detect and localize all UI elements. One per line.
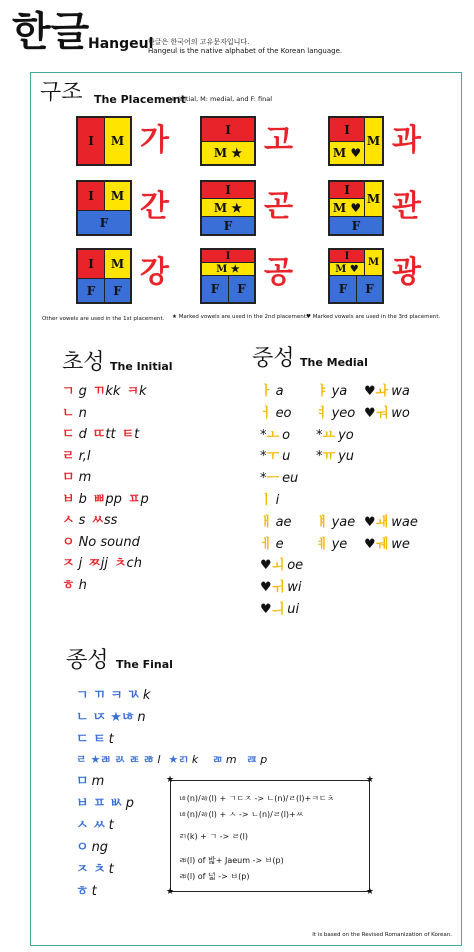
cell-initial: I bbox=[77, 249, 105, 279]
final-romanization: n bbox=[137, 710, 146, 725]
example-syllable: 과 bbox=[392, 123, 421, 158]
final-rule: ㄼ(l) of 밟+ Jaeum -> ㅂ(p) bbox=[179, 856, 284, 865]
placement-key: I: initial, M: medial, and F: final bbox=[172, 95, 273, 103]
initial-romanization: s bbox=[78, 513, 86, 528]
medial-romanization: wi bbox=[287, 580, 302, 596]
final-jamo: ㅅ ㅆ bbox=[76, 818, 106, 833]
initial-row bbox=[62, 578, 87, 594]
initial-romanization: j bbox=[78, 556, 83, 571]
cell-medial: M ★ bbox=[201, 262, 255, 276]
medial-jamo: ㅒ bbox=[316, 514, 329, 530]
final-jamo: ㄹ ★ㄼ ㄽ ㄾ ㅀ bbox=[76, 753, 155, 766]
cell-final: F bbox=[228, 275, 255, 303]
initial-row bbox=[62, 492, 149, 508]
initial-romanization: tt bbox=[105, 427, 116, 442]
initial-jamo: ㅈ bbox=[62, 556, 75, 571]
initial-jamo: ㅋ bbox=[126, 384, 140, 399]
initial-row bbox=[62, 535, 140, 551]
placement-mark: ♥ bbox=[364, 536, 376, 552]
medial-cell bbox=[316, 384, 347, 400]
block-i-m-m-f bbox=[328, 180, 384, 236]
initial-romanization: t bbox=[134, 427, 140, 442]
final-romanization: p bbox=[260, 753, 268, 766]
medial-cell bbox=[260, 515, 292, 531]
star-mark: ★ bbox=[166, 887, 175, 897]
placement-mark: ♥ bbox=[260, 580, 272, 596]
medial-jamo: ㅕ bbox=[316, 405, 329, 421]
medial-romanization: ya bbox=[331, 384, 348, 399]
footer-note: It is based on the Revised Romanization of Korean. bbox=[312, 932, 452, 938]
block-im-ff bbox=[76, 248, 132, 304]
medial-jamo: ㅡ bbox=[266, 471, 280, 487]
initial-romanization: d bbox=[78, 427, 87, 442]
medial-jamo: ㅢ bbox=[271, 602, 285, 617]
cell-medial: M bbox=[104, 181, 131, 211]
medial-cell bbox=[316, 406, 355, 422]
placement-title-korean: 구조 bbox=[40, 80, 83, 105]
cell-medial: M bbox=[104, 117, 131, 165]
example-syllable: 가 bbox=[140, 123, 169, 158]
final-title-english: The Final bbox=[116, 658, 173, 671]
initial-jamo: ㅆ bbox=[91, 513, 104, 528]
star-mark: ★ bbox=[365, 887, 374, 897]
placement-mark: ♥ bbox=[364, 384, 376, 399]
initial-jamo: ㅅ bbox=[62, 513, 75, 528]
final-romanization: ng bbox=[91, 840, 109, 855]
cell-medial: M bbox=[364, 249, 383, 276]
medial-romanization: ui bbox=[287, 602, 300, 617]
final-jamo: ㅂ ㅍ ㅄ bbox=[76, 796, 123, 811]
final-row bbox=[76, 732, 114, 748]
example-syllable: 고 bbox=[264, 123, 293, 158]
initial-jamo: ㄲ bbox=[92, 384, 106, 399]
initial-row bbox=[62, 406, 87, 422]
cell-final: F bbox=[329, 216, 383, 235]
final-jamo: ㅎ bbox=[76, 884, 89, 899]
medial-jamo: ㅐ bbox=[260, 514, 273, 530]
cell-medial: M ♥ bbox=[329, 198, 365, 217]
initial-romanization: pp bbox=[105, 491, 122, 507]
initial-romanization: g bbox=[78, 384, 87, 399]
initial-romanization: No sound bbox=[78, 534, 140, 550]
block-im bbox=[76, 116, 132, 166]
example-syllable: 간 bbox=[140, 189, 169, 224]
medial-jamo: ㅓ bbox=[260, 405, 273, 421]
cell-final: F bbox=[77, 278, 105, 303]
placement-mark: * bbox=[316, 449, 323, 465]
medial-romanization: ye bbox=[331, 536, 348, 552]
cell-medial: M bbox=[104, 249, 131, 279]
final-romanization: t bbox=[91, 884, 97, 899]
medial-romanization: oe bbox=[287, 558, 304, 574]
final-jamo: ㄷ ㅌ bbox=[76, 732, 106, 747]
block-i-m-ff bbox=[200, 248, 256, 304]
subtitle-korean: 한글은 한국어의 고유문자입니다. bbox=[148, 38, 250, 46]
initial-romanization: kk bbox=[105, 384, 121, 399]
medial-jamo: ㅚ bbox=[271, 558, 285, 574]
medial-romanization: eo bbox=[275, 405, 292, 421]
final-romanization: t bbox=[108, 818, 114, 833]
legend-third-placement: ♥ Marked vowels are used in the 3rd placement. bbox=[306, 314, 441, 320]
placement-mark: ♥ bbox=[364, 514, 376, 530]
star-mark: ★ bbox=[365, 775, 374, 785]
final-jamo: ㄿ bbox=[246, 753, 258, 766]
medial-romanization: o bbox=[282, 427, 291, 443]
placement-mark: ♥ bbox=[260, 602, 272, 617]
block-i-m-m-ff bbox=[328, 248, 384, 304]
medial-jamo: ㅘ bbox=[375, 384, 389, 399]
final-row bbox=[76, 884, 97, 900]
initial-row bbox=[62, 384, 147, 400]
cell-initial: I bbox=[77, 117, 105, 165]
initial-title-english: The Initial bbox=[110, 360, 173, 373]
medial-romanization: eu bbox=[282, 471, 299, 487]
cell-initial: I bbox=[201, 117, 255, 142]
example-syllable: 강 bbox=[140, 255, 169, 290]
initial-jamo: ㅃ bbox=[92, 491, 106, 507]
final-row bbox=[76, 840, 108, 856]
final-romanization: t bbox=[108, 732, 114, 747]
medial-jamo: ㅟ bbox=[271, 580, 285, 596]
initial-jamo: ㅁ bbox=[62, 470, 75, 485]
block-i-over-m bbox=[200, 116, 256, 166]
medial-title-korean: 중성 bbox=[252, 346, 295, 371]
block-im-f bbox=[76, 180, 132, 236]
placement-title-english: The Placement bbox=[94, 93, 186, 106]
final-jamo: ㅁ bbox=[76, 774, 89, 789]
cell-initial: I bbox=[329, 249, 365, 263]
medial-cell bbox=[260, 406, 292, 422]
star-mark: ★ bbox=[166, 775, 175, 785]
final-jamo: ㄴ ㄵ ★ㄶ bbox=[76, 710, 135, 725]
final-romanization: m bbox=[91, 774, 105, 789]
medial-jamo: ㅝ bbox=[375, 405, 389, 421]
initial-romanization: m bbox=[78, 470, 92, 485]
initial-romanization: ch bbox=[126, 556, 142, 571]
initial-romanization: n bbox=[78, 405, 87, 421]
medial-cell bbox=[260, 537, 284, 553]
medial-cell bbox=[260, 580, 301, 596]
medial-jamo: ㅠ bbox=[322, 449, 336, 465]
final-rules-box bbox=[166, 775, 374, 897]
cell-medial: M ★ bbox=[201, 141, 255, 165]
initial-title-korean: 초성 bbox=[62, 350, 105, 375]
initial-jamo: ㄴ bbox=[62, 405, 75, 421]
initial-jamo: ㅍ bbox=[127, 491, 141, 507]
final-row bbox=[76, 862, 114, 878]
cell-final: F bbox=[201, 275, 229, 303]
block-i-m-m bbox=[328, 116, 384, 166]
cell-final: F bbox=[329, 275, 357, 303]
medial-cell bbox=[260, 449, 290, 465]
cell-final: F bbox=[77, 210, 131, 235]
medial-romanization: yeo bbox=[331, 405, 356, 421]
final-row bbox=[76, 710, 146, 726]
example-syllable: 곤 bbox=[264, 189, 293, 224]
cell-initial: I bbox=[77, 181, 105, 211]
placement-mark: * bbox=[260, 449, 267, 465]
medial-cell bbox=[260, 493, 279, 509]
page-title-korean: 한글 bbox=[12, 9, 90, 55]
medial-jamo: ㅜ bbox=[266, 449, 280, 465]
medial-jamo: ㅔ bbox=[260, 536, 273, 552]
placement-mark: * bbox=[260, 471, 267, 487]
initial-romanization: k bbox=[139, 384, 147, 399]
initial-romanization: jj bbox=[100, 556, 108, 571]
medial-romanization: yu bbox=[338, 449, 354, 465]
initial-jamo: ㄸ bbox=[92, 427, 106, 442]
medial-romanization: a bbox=[275, 384, 284, 399]
medial-jamo: ㅛ bbox=[322, 427, 336, 443]
medial-cell bbox=[364, 537, 410, 553]
initial-row bbox=[62, 470, 91, 486]
initial-jamo: ㅇ bbox=[62, 534, 75, 550]
example-syllable: 관 bbox=[392, 189, 421, 224]
placement-mark: * bbox=[260, 427, 267, 443]
initial-row bbox=[62, 449, 90, 465]
initial-jamo: ㄱ bbox=[62, 384, 75, 399]
initial-jamo: ㅊ bbox=[113, 556, 127, 571]
cell-medial: M ♥ bbox=[329, 141, 365, 165]
medial-cell bbox=[316, 515, 355, 531]
medial-cell bbox=[364, 384, 410, 400]
medial-jamo: ㅖ bbox=[316, 536, 329, 552]
initial-romanization: ss bbox=[103, 513, 118, 528]
final-romanization: m bbox=[225, 753, 237, 766]
legend-second-text: Marked vowels are used in the 2nd placement. bbox=[178, 314, 308, 320]
final-romanization: k bbox=[142, 688, 151, 703]
medial-romanization: u bbox=[282, 449, 291, 465]
cell-medial: M ★ bbox=[201, 198, 255, 217]
cell-initial: I bbox=[329, 117, 365, 142]
legend-second-placement: ★ Marked vowels are used in the 2nd placement. bbox=[172, 314, 308, 320]
placement-mark: ♥ bbox=[364, 405, 376, 421]
initial-romanization: p bbox=[140, 491, 149, 507]
page-title-english: Hangeul bbox=[88, 36, 154, 52]
final-jamo: ㅇ bbox=[76, 840, 89, 855]
final-title-korean: 종성 bbox=[66, 648, 109, 673]
cell-medial: M ♥ bbox=[329, 262, 365, 276]
medial-cell bbox=[364, 406, 410, 422]
initial-jamo: ㅎ bbox=[62, 577, 75, 593]
final-romanization: k bbox=[191, 753, 199, 766]
initial-jamo: ㄷ bbox=[62, 427, 75, 442]
medial-romanization: e bbox=[275, 536, 284, 552]
medial-jamo: ㅗ bbox=[266, 427, 280, 443]
cell-medial: M bbox=[364, 181, 383, 217]
placement-mark: * bbox=[316, 427, 323, 443]
medial-cell bbox=[260, 602, 299, 618]
medial-romanization: i bbox=[275, 493, 280, 508]
medial-jamo: ㅑ bbox=[316, 384, 329, 399]
placement-mark: ♥ bbox=[260, 558, 272, 574]
final-romanization: t bbox=[108, 862, 114, 877]
final-rule: ㄶ(n)/ㅀ(l) + ㄱㄷㅈ -> ㄴ(n)/ㄹ(l)+ㅋㄷㅊ bbox=[179, 794, 335, 803]
initial-romanization: b bbox=[78, 491, 87, 507]
medial-cell bbox=[260, 471, 298, 487]
final-row bbox=[76, 774, 104, 790]
initial-jamo: ㅉ bbox=[88, 556, 101, 571]
medial-cell bbox=[364, 515, 418, 531]
medial-cell bbox=[316, 428, 354, 444]
initial-jamo: ㅂ bbox=[62, 491, 75, 507]
final-rule: ㄼ(l) of 넓 -> ㅂ(p) bbox=[179, 872, 250, 881]
cell-initial: I bbox=[201, 181, 255, 199]
initial-row bbox=[62, 427, 139, 443]
example-syllable: 공 bbox=[264, 255, 293, 290]
final-romanization: p bbox=[125, 796, 134, 811]
final-row bbox=[76, 688, 150, 704]
block-i-m-f bbox=[200, 180, 256, 236]
legend-third-text: Marked vowels are used in the 3rd placement. bbox=[312, 314, 441, 320]
cell-initial: I bbox=[329, 181, 365, 199]
cell-final: F bbox=[104, 278, 131, 303]
final-jamo: ★ㄺ bbox=[168, 753, 189, 766]
cell-medial: M bbox=[364, 117, 383, 165]
medial-jamo: ㅞ bbox=[375, 536, 389, 552]
cell-initial: I bbox=[201, 249, 255, 263]
medial-cell bbox=[316, 449, 354, 465]
medial-jamo: ㅙ bbox=[375, 514, 389, 530]
medial-romanization: yo bbox=[338, 427, 354, 443]
medial-romanization: wo bbox=[391, 405, 410, 421]
medial-romanization: wae bbox=[391, 514, 418, 530]
initial-row bbox=[62, 513, 117, 529]
legend-first-placement: Other vowels are used in the 1st placement. bbox=[42, 316, 165, 322]
medial-cell bbox=[260, 428, 290, 444]
final-jamo: ㄻ bbox=[212, 753, 223, 766]
medial-romanization: ae bbox=[275, 514, 292, 530]
medial-cell bbox=[260, 384, 284, 400]
final-romanization: l bbox=[157, 753, 161, 766]
subtitle-english: Hangeul is the native alphabet of the Korean language. bbox=[148, 47, 343, 55]
medial-romanization: we bbox=[391, 536, 410, 552]
final-row bbox=[76, 818, 114, 834]
initial-jamo: ㅌ bbox=[121, 427, 135, 442]
initial-jamo: ㄹ bbox=[62, 448, 75, 464]
final-row bbox=[76, 796, 134, 812]
final-rule: ㄺ(k) + ㄱ -> ㄹ(l) bbox=[179, 832, 248, 841]
medial-cell bbox=[316, 537, 347, 553]
final-jamo: ㄱ ㄲ ㅋ ㄳ bbox=[76, 688, 140, 703]
medial-cell bbox=[260, 558, 303, 574]
page-subtitle bbox=[148, 38, 342, 56]
final-row bbox=[76, 752, 267, 768]
medial-romanization: wa bbox=[391, 384, 410, 399]
initial-romanization: h bbox=[78, 577, 87, 593]
example-syllable: 광 bbox=[392, 255, 421, 290]
initial-romanization: r,l bbox=[78, 448, 91, 464]
cell-final: F bbox=[356, 275, 383, 303]
initial-row bbox=[62, 556, 142, 572]
final-rule: ㄶ(n)/ㅀ(l) + ㅅ -> ㄴ(n)/ㄹ(l)+ㅆ bbox=[179, 810, 304, 819]
medial-jamo: ㅏ bbox=[260, 384, 273, 399]
cell-final: F bbox=[201, 216, 255, 235]
medial-romanization: yae bbox=[331, 514, 356, 530]
final-jamo: ㅈ ㅊ bbox=[76, 862, 106, 877]
medial-title-english: The Medial bbox=[300, 356, 368, 369]
medial-jamo: ㅣ bbox=[260, 493, 273, 508]
